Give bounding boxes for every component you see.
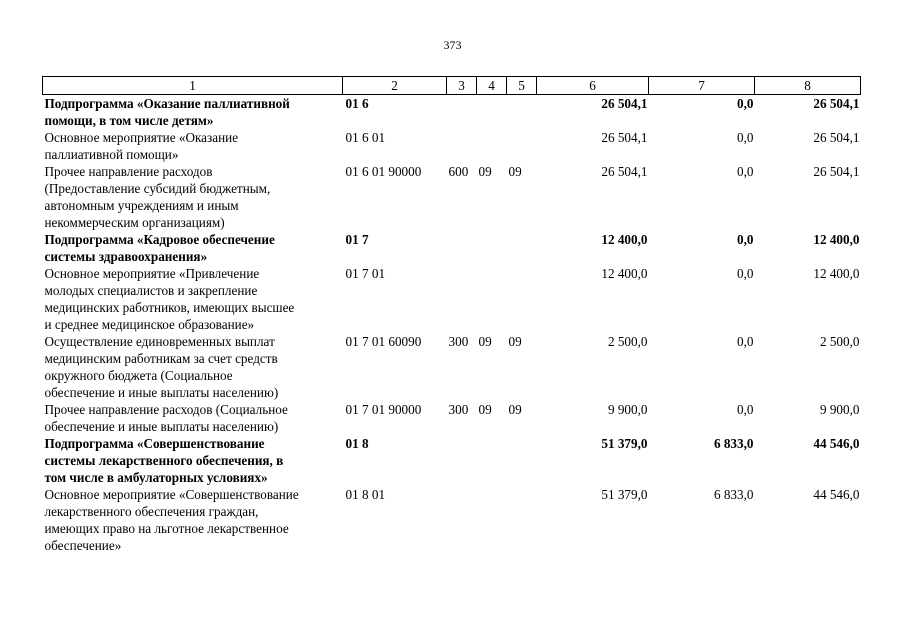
row-value-7: 0,0 [737,96,754,111]
row-col-3 [447,231,477,265]
row-col-5 [507,231,537,265]
row-col-3 [447,435,477,486]
row-code: 01 7 01 60090 [345,334,422,349]
row-value-7: 0,0 [737,232,754,247]
table-row [43,486,861,554]
table-row [43,95,861,130]
column-header-8: 8 [755,77,861,95]
row-value-8: 12 400,0 [813,232,860,247]
row-value-7: 0,0 [737,266,754,281]
row-name: Подпрограмма «Совершенствование системы лекарственного обеспечения, в том числе в амбулаторных условиях» [44,436,284,485]
row-col-5 [507,95,537,130]
row-col-4 [477,95,507,130]
row-col-3 [447,95,477,130]
row-col-3: 600 [448,164,469,179]
row-value-7: 0,0 [737,130,754,145]
row-value-8: 44 546,0 [813,487,860,502]
row-value-7: 6 833,0 [713,436,754,451]
row-code: 01 8 01 [345,487,386,502]
column-header-1: 1 [43,77,343,95]
row-code: 01 7 01 [345,266,386,281]
header-row [43,77,861,95]
table-row [43,231,861,265]
budget-table [42,76,861,554]
row-value-6: 9 900,0 [607,402,648,417]
row-value-6: 26 504,1 [601,96,648,111]
row-value-7: 0,0 [737,334,754,349]
row-value-8: 12 400,0 [813,266,860,281]
row-code: 01 6 [345,96,369,111]
row-name: Основное мероприятие «Совершенствование лекарственного обеспечения граждан, имеющих право на льготное лекарственное обеспечение» [44,487,299,553]
row-value-6: 51 379,0 [601,436,648,451]
row-col-4 [477,129,507,163]
row-col-5 [507,486,537,554]
row-col-4 [477,265,507,333]
row-name: Прочее направление расходов (Социальное обеспечение и иные выплаты населению) [44,402,288,434]
row-value-7: 0,0 [737,164,754,179]
table-row [43,129,861,163]
row-code: 01 8 [345,436,369,451]
table-row [43,163,861,231]
row-col-5: 09 [508,164,522,179]
row-col-3 [447,129,477,163]
row-col-3: 300 [448,402,469,417]
column-header-4: 4 [477,77,507,95]
row-col-3 [447,265,477,333]
column-header-6: 6 [537,77,649,95]
row-col-5 [507,435,537,486]
row-name: Подпрограмма «Оказание паллиативной помощи, в том числе детям» [44,96,290,128]
row-value-6: 12 400,0 [601,266,648,281]
row-name: Осуществление единовременных выплат медицинским работникам за счет средств окружного бюджета (Социальное обеспечение и иные выплаты населению) [44,334,279,400]
row-col-4 [477,435,507,486]
column-header-3: 3 [447,77,477,95]
page-number: 373 [443,38,462,52]
row-value-7: 6 833,0 [713,487,754,502]
row-name: Прочее направление расходов (Предоставление субсидий бюджетным, автономным учреждениям и иным некоммерческим организациям) [44,164,271,230]
row-col-4 [477,486,507,554]
row-col-5: 09 [508,334,522,349]
row-value-6: 26 504,1 [601,130,648,145]
row-value-6: 51 379,0 [601,487,648,502]
row-value-8: 26 504,1 [813,164,860,179]
row-code: 01 7 01 90000 [345,402,422,417]
row-col-5 [507,265,537,333]
row-code: 01 6 01 [345,130,386,145]
column-header-7: 7 [649,77,755,95]
table-row [43,333,861,401]
row-col-4: 09 [478,164,492,179]
row-value-6: 2 500,0 [607,334,648,349]
table-row [43,401,861,435]
row-value-8: 26 504,1 [813,96,860,111]
row-col-4: 09 [478,334,492,349]
row-name: Основное мероприятие «Привлечение молодых специалистов и закрепление медицинских работников, имеющих высшее и среднее медицинское образование» [44,266,295,332]
row-value-8: 26 504,1 [813,130,860,145]
column-header-5: 5 [507,77,537,95]
row-name: Подпрограмма «Кадровое обеспечение системы здравоохранения» [44,232,275,264]
row-col-4: 09 [478,402,492,417]
row-value-8: 44 546,0 [813,436,860,451]
row-value-7: 0,0 [737,402,754,417]
row-value-6: 26 504,1 [601,164,648,179]
row-code: 01 7 [345,232,369,247]
row-value-6: 12 400,0 [601,232,648,247]
table-row [43,265,861,333]
row-col-3: 300 [448,334,469,349]
row-value-8: 9 900,0 [819,402,860,417]
row-col-4 [477,231,507,265]
row-code: 01 6 01 90000 [345,164,422,179]
table-row [43,435,861,486]
column-header-2: 2 [343,77,447,95]
row-col-5 [507,129,537,163]
row-value-8: 2 500,0 [819,334,860,349]
row-name: Основное мероприятие «Оказание паллиативной помощи» [44,130,239,162]
row-col-3 [447,486,477,554]
row-col-5: 09 [508,402,522,417]
